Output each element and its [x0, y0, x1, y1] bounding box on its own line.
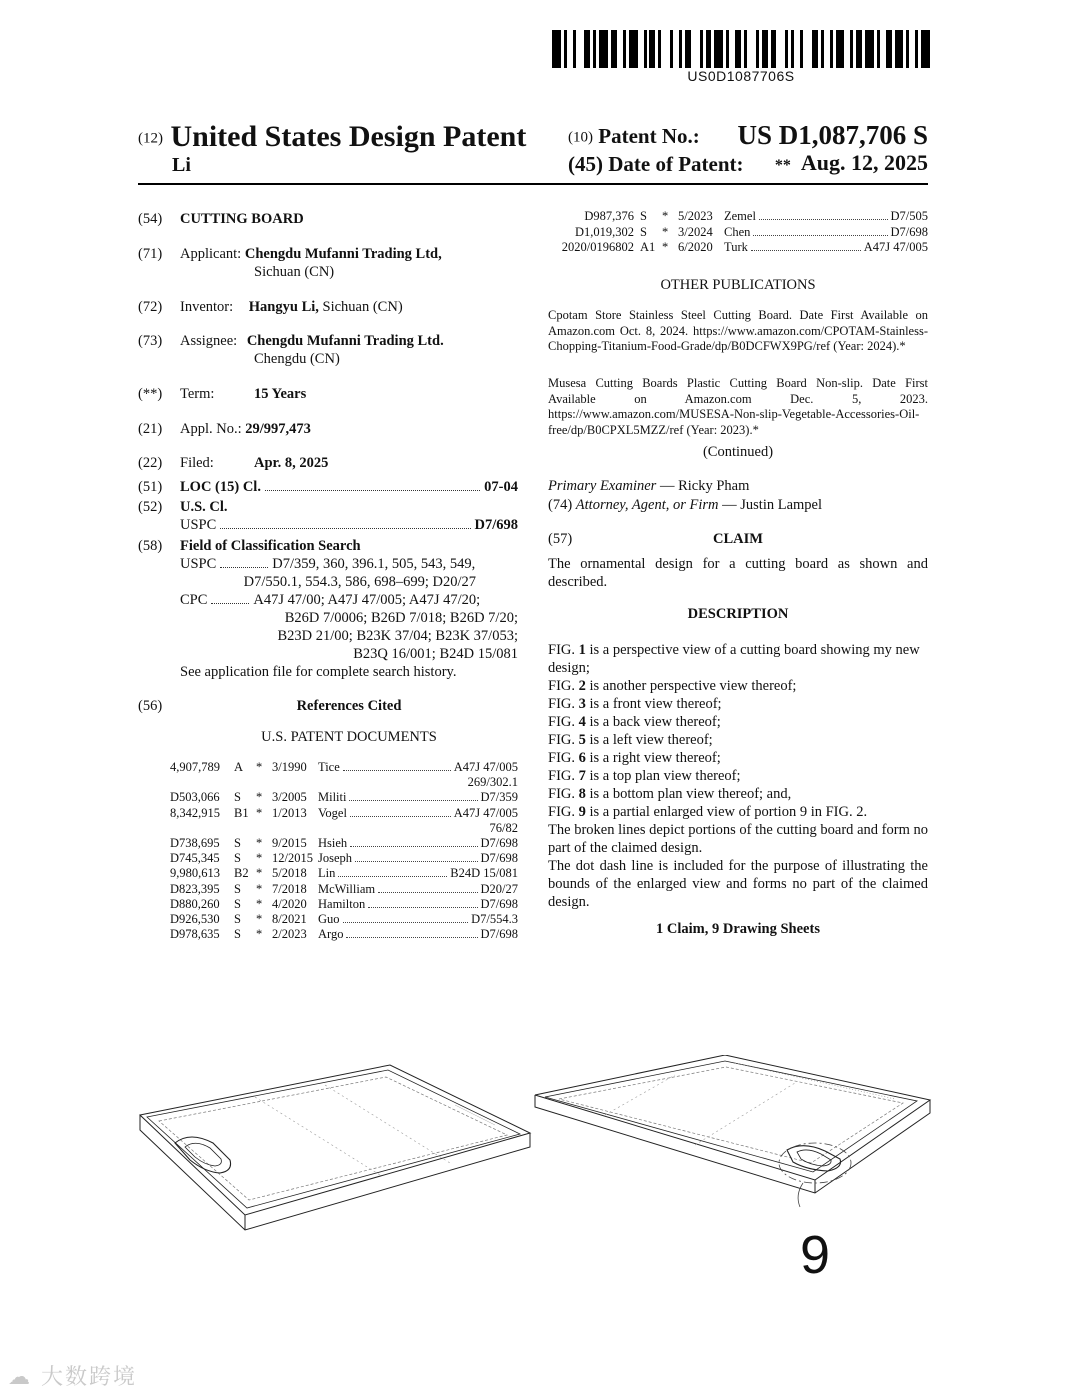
reference-name-class	[724, 225, 928, 241]
assignee-label: Assignee:	[180, 333, 238, 349]
figure-description-post: is another perspective view thereof;	[585, 678, 797, 694]
field-code: (56)	[138, 698, 163, 714]
reference-star: *	[256, 927, 263, 942]
reference-name: Lin	[318, 866, 336, 881]
reference-name-class	[724, 209, 928, 225]
reference-number: D978,635	[170, 927, 220, 942]
patent-number-code: (10)	[568, 129, 593, 146]
reference-secondary-class: 269/302.1	[467, 775, 518, 790]
loc-label: LOC (15) Cl.	[180, 479, 261, 495]
reference-kind: B1	[234, 805, 249, 820]
leader-dots	[346, 937, 477, 938]
figure-description-pre: FIG.	[548, 786, 579, 802]
reference-number: D745,345	[170, 851, 220, 866]
reference-secondary-class: 76/82	[489, 820, 518, 835]
figure-description-pre: FIG.	[548, 696, 579, 712]
reference-kind: S	[234, 836, 241, 851]
classification-search	[180, 537, 518, 681]
figure-description-post: is a right view thereof;	[585, 750, 721, 766]
reference-row	[170, 851, 518, 866]
reference-date: 8/2021	[272, 912, 307, 927]
field-code: (52)	[138, 499, 163, 515]
reference-name: Tice	[318, 760, 340, 774]
title-text: United States Design Patent	[170, 120, 527, 153]
leader-dots	[355, 861, 477, 862]
reference-star: *	[256, 912, 263, 927]
primary-examiner	[548, 477, 928, 495]
assignee-location: Chengdu (CN)	[254, 351, 340, 367]
figure-description-num: 5	[578, 732, 586, 748]
broken-lines-note: The broken lines depict portions of the cutting board and form no part of the claimed design.	[548, 822, 928, 856]
reference-date: 3/2024	[678, 224, 713, 239]
invention-title: CUTTING BOARD	[180, 211, 304, 227]
attorney-label: Attorney, Agent, or Firm	[575, 497, 719, 513]
examiner-label: Primary Examiner	[548, 478, 657, 494]
attorney-code: (74)	[548, 497, 573, 513]
reference-kind: S	[234, 881, 241, 896]
figure-description-post: is a partial enlarged view of portion 9 in FIG. 2.	[585, 804, 868, 820]
figure-description-num: 2	[578, 678, 586, 694]
appl-no-value: 29/997,473	[245, 421, 311, 437]
reference-class: B24D 15/081	[450, 866, 518, 881]
callout-9: 9	[799, 1225, 831, 1285]
figure-description-pre: FIG.	[548, 750, 579, 766]
figure-description-pre: FIG.	[548, 678, 579, 694]
reference-row	[170, 866, 518, 881]
patent-number-label	[568, 124, 700, 149]
reference-date: 3/1990	[272, 760, 307, 774]
reference-star: *	[256, 851, 263, 866]
reference-class: D7/698	[480, 927, 518, 942]
reference-star: *	[662, 240, 669, 254]
reference-class: D20/27	[480, 881, 518, 896]
reference-row	[548, 240, 928, 256]
figure-description-pre: FIG.	[548, 804, 579, 820]
figure-description-post: is a left view thereof;	[585, 732, 713, 748]
reference-class: A47J 47/005	[863, 240, 928, 254]
assignee-name: Chengdu Mufanni Trading Ltd.	[246, 333, 444, 349]
publication-2: Musesa Cutting Boards Plastic Cutting Board Non-slip. Date First Available on Amazon.com Dec. 5, 2023. https://www.amazon.com/MUSESA-Non-slip-Vegetable-Accessories-Oil-free/dp/B0CPXL5MZZ/ref (Year: 2023).*	[548, 376, 928, 437]
filed-label: Filed:	[180, 455, 214, 471]
reference-row	[170, 806, 518, 821]
figure-description	[548, 749, 928, 767]
inventor-short-name: Li	[172, 154, 191, 176]
reference-row	[548, 209, 928, 225]
reference-number: 9,980,613	[170, 866, 220, 881]
figure-description	[548, 731, 928, 749]
reference-kind: S	[234, 912, 241, 927]
reference-name: Turk	[724, 240, 748, 254]
leader-dots	[338, 876, 447, 877]
reference-class: D7/698	[480, 851, 518, 866]
reference-row	[170, 912, 518, 927]
claim-code: (57)	[548, 531, 573, 547]
field-code: (**)	[138, 386, 163, 402]
uspc-label: USPC	[180, 517, 217, 533]
reference-name-class	[318, 806, 518, 821]
search-cpc-line2: B26D 7/0006; B26D 7/018; B26D 7/20;	[284, 610, 518, 626]
reference-number: 4,907,789	[170, 760, 220, 774]
description-list	[548, 641, 928, 911]
search-uspc-label: USPC	[180, 556, 217, 572]
patent-number-label-text: Patent No.:	[598, 124, 700, 148]
figure-description	[548, 785, 928, 803]
reference-name: Guo	[318, 912, 340, 927]
search-cpc-label: CPC	[180, 592, 208, 608]
reference-date: 2/2023	[272, 927, 307, 942]
reference-date: 6/2020	[678, 240, 713, 254]
reference-number: 2020/0196802	[561, 240, 634, 254]
application-number	[180, 420, 518, 438]
loc-class	[180, 478, 518, 496]
reference-list	[170, 760, 518, 942]
reference-name: Vogel	[318, 805, 347, 820]
cutting-board-figure-left	[140, 1065, 530, 1230]
reference-number: D738,695	[170, 836, 220, 851]
figure-description-num: 9	[578, 804, 586, 820]
loc-value: 07-04	[484, 479, 518, 495]
figure-description-post: is a top plan view thereof;	[585, 768, 741, 784]
leader-dots	[220, 566, 268, 568]
applicant-location: Sichuan (CN)	[254, 264, 335, 280]
term-value: 15 Years	[254, 386, 307, 402]
figure-description-num: 4	[578, 714, 586, 730]
figure-description-num: 7	[578, 768, 586, 784]
watermark-text: 大数跨境	[41, 1365, 138, 1390]
figure-description-pre: FIG.	[548, 714, 579, 730]
leader-dots	[368, 907, 477, 908]
reference-class: D7/359	[480, 790, 518, 805]
reference-class: D7/554.3	[471, 912, 518, 927]
reference-number: D1,019,302	[574, 224, 634, 239]
reference-row	[170, 836, 518, 851]
reference-row	[170, 882, 518, 897]
reference-class: D7/505	[890, 209, 928, 223]
reference-star: *	[662, 224, 669, 239]
search-uspc-line2: D7/550.1, 554.3, 586, 698–699; D20/27	[243, 574, 476, 590]
search-note: See application file for complete search history.	[180, 664, 457, 680]
us-class	[180, 498, 518, 534]
applicant-name: Chengdu Mufanni Trading Ltd,	[244, 246, 442, 262]
reference-name: Argo	[318, 927, 344, 942]
reference-name: Militi	[318, 790, 347, 805]
barcode-number: US0D1087706S	[687, 68, 795, 84]
reference-number: D987,376	[584, 209, 634, 223]
filed-value: Apr. 8, 2025	[254, 455, 329, 471]
reference-number: D823,395	[170, 881, 220, 896]
reference-date: 9/2015	[272, 836, 307, 851]
claim-text: The ornamental design for a cutting board as shown and described.	[548, 556, 928, 590]
field-code: (22)	[138, 455, 163, 471]
figure-description-num: 6	[578, 750, 586, 766]
term	[180, 385, 518, 403]
reference-kind: S	[234, 790, 241, 805]
search-uspc-line1: D7/359, 360, 396.1, 505, 543, 549,	[272, 556, 476, 572]
reference-name-class	[724, 240, 928, 256]
figure-description	[548, 803, 928, 821]
figure-description-num: 1	[578, 642, 586, 658]
term-label: Term:	[180, 386, 215, 402]
reference-name: Hsieh	[318, 836, 348, 851]
watermark	[8, 1360, 137, 1391]
field-code: (21)	[138, 421, 163, 437]
reference-class: A47J 47/005	[453, 760, 518, 774]
reference-name: Hamilton	[318, 896, 366, 911]
figure-description	[548, 677, 928, 695]
leader-dots	[265, 489, 480, 491]
publication-1: Cpotam Store Stainless Steel Cutting Board. Date First Available on Amazon.com Oct. 8, 2024. https://www.amazon.com/CPOTAM-Stainless-Chopping-Titanium-Food-Grade/dp/B0DCFWX9PG/ref (Year: 2024).*	[548, 308, 928, 353]
other-publications-title: OTHER PUBLICATIONS	[660, 277, 816, 293]
search-cpc-line3: B23D 21/00; B23K 37/04; B23K 37/053;	[277, 628, 518, 644]
patent-number: US D1,087,706 S	[737, 120, 928, 150]
reference-number: D926,530	[170, 912, 220, 927]
reference-date: 5/2023	[678, 209, 713, 223]
reference-date: 4/2020	[272, 896, 307, 911]
inventor-location: Sichuan (CN)	[322, 299, 403, 315]
reference-class: A47J 47/005	[453, 805, 518, 820]
reference-name: McWilliam	[318, 881, 376, 896]
attorney-name: — Justin Lampel	[722, 497, 823, 513]
leader-dots	[220, 527, 470, 529]
reference-star: *	[256, 836, 263, 851]
reference-name-class	[318, 912, 518, 927]
leader-dots	[759, 219, 888, 220]
date-of-patent	[775, 150, 928, 176]
inventor-label: Inventor:	[180, 299, 234, 315]
reference-star: *	[256, 866, 263, 881]
field-code: (73)	[138, 333, 163, 349]
reference-row	[170, 790, 518, 805]
figure-description	[548, 695, 928, 713]
reference-kind: B2	[234, 866, 249, 881]
reference-name-class	[318, 760, 518, 775]
figure-description	[548, 767, 928, 785]
date-code: (45)	[568, 152, 603, 176]
date-label-text: Date of Patent:	[608, 152, 744, 176]
leader-dots	[343, 922, 469, 923]
reference-row	[170, 927, 518, 942]
reference-kind: A1	[640, 240, 656, 254]
uspc-value: D7/698	[474, 517, 518, 533]
reference-number: D503,066	[170, 790, 220, 805]
figure-description-post: is a front view thereof;	[585, 696, 722, 712]
figure-description-post: is a bottom plan view thereof; and,	[585, 786, 792, 802]
leader-dots	[350, 816, 451, 817]
inventor	[180, 298, 518, 316]
figure-description	[548, 713, 928, 731]
figure-description-pre: FIG.	[548, 642, 579, 658]
applicant-label: Applicant:	[180, 246, 242, 262]
reference-date: 5/2018	[272, 866, 307, 881]
reference-name-class	[318, 866, 518, 881]
reference-name-class	[318, 790, 518, 805]
field-code: (72)	[138, 299, 163, 315]
leader-dots	[343, 770, 451, 771]
reference-kind: A	[234, 760, 244, 774]
applicant	[180, 245, 518, 281]
references-cited-title: References Cited	[296, 698, 402, 714]
header-rule	[138, 183, 928, 185]
reference-date: 3/2005	[272, 790, 307, 805]
reference-date: 12/2015	[272, 851, 313, 866]
search-cpc-line4: B23Q 16/001; B24D 15/081	[353, 646, 518, 662]
reference-kind: S	[234, 851, 241, 866]
right-reference-list	[548, 209, 928, 256]
reference-name: Chen	[724, 224, 751, 239]
leader-dots	[753, 235, 887, 236]
reference-row	[170, 760, 518, 775]
figure-description-pre: FIG.	[548, 768, 579, 784]
examiner-name: — Ricky Pham	[659, 478, 750, 494]
us-cl-label: U.S. Cl.	[180, 499, 228, 515]
date-of-patent-label	[568, 152, 744, 177]
reference-row	[548, 225, 928, 241]
dot-dash-line-note: The dot dash line is included for the purpose of illustrating the bounds of the enlarged view and forms no part of the claimed design.	[548, 858, 928, 910]
continued-note: (Continued)	[702, 444, 774, 460]
reference-name-class	[318, 897, 518, 912]
reference-class: D7/698	[480, 836, 518, 851]
figure-description-post: is a back view thereof;	[585, 714, 721, 730]
reference-star: *	[256, 881, 263, 896]
reference-name: Zemel	[724, 209, 756, 223]
reference-kind: S	[640, 209, 647, 223]
barcode	[552, 30, 930, 68]
appl-no-label: Appl. No.:	[180, 421, 242, 437]
date-stars: **	[774, 157, 791, 174]
reference-star: *	[256, 805, 263, 820]
field-code: (71)	[138, 246, 163, 262]
reference-star: *	[256, 760, 263, 774]
search-cpc-line1: A47J 47/00; A47J 47/005; A47J 47/20;	[253, 592, 481, 608]
leader-dots	[378, 892, 477, 893]
reference-star: *	[256, 790, 263, 805]
figure-description-num: 3	[578, 696, 586, 712]
claim-title: CLAIM	[713, 531, 763, 547]
search-label: Field of Classification Search	[180, 538, 361, 554]
leader-dots	[751, 250, 861, 251]
figure-description-post: is a perspective view of a cutting board showing my new design;	[548, 642, 920, 676]
reference-name-class	[318, 882, 518, 897]
uspc-line	[180, 516, 518, 534]
search-uspc	[180, 555, 518, 573]
reference-star: *	[662, 209, 669, 223]
reference-name: Joseph	[318, 851, 353, 866]
reference-row	[170, 897, 518, 912]
reference-date: 1/2013	[272, 805, 307, 820]
reference-number: 8,342,915	[170, 805, 220, 820]
document-title	[138, 120, 526, 154]
field-code: (58)	[138, 538, 163, 554]
leader-dots	[349, 800, 477, 801]
cutting-board-drawing	[135, 1055, 935, 1305]
field-code: (54)	[138, 211, 163, 227]
field-code: (51)	[138, 479, 163, 495]
reference-name-class	[318, 851, 518, 866]
reference-kind: S	[640, 224, 647, 239]
watermark-logo-icon: ☁	[8, 1365, 32, 1390]
date-value: Aug. 12, 2025	[800, 150, 928, 175]
reference-date: 7/2018	[272, 881, 307, 896]
reference-star: *	[256, 896, 263, 911]
reference-number: D880,260	[170, 896, 220, 911]
figure-description-num: 8	[578, 786, 586, 802]
claim-heading	[548, 530, 928, 548]
assignee	[180, 332, 518, 368]
figure-description-pre: FIG.	[548, 732, 579, 748]
attorney	[548, 496, 928, 514]
search-cpc	[180, 591, 518, 609]
reference-kind: S	[234, 896, 241, 911]
reference-class: D7/698	[480, 896, 518, 911]
reference-kind: S	[234, 927, 241, 942]
reference-name-class	[318, 927, 518, 942]
cutting-board-figure-right	[535, 1055, 930, 1207]
inventor-name: Hangyu Li,	[248, 299, 319, 315]
description-title: DESCRIPTION	[687, 606, 789, 622]
us-patent-documents-title: U.S. PATENT DOCUMENTS	[261, 729, 437, 745]
title-code: (12)	[138, 130, 163, 147]
reference-name-class	[318, 836, 518, 851]
figure-description	[548, 641, 928, 677]
reference-class: D7/698	[890, 224, 928, 239]
claims-summary: 1 Claim, 9 Drawing Sheets	[656, 921, 820, 937]
leader-dots	[350, 846, 477, 847]
leader-dots	[211, 602, 249, 604]
filed	[180, 454, 518, 472]
